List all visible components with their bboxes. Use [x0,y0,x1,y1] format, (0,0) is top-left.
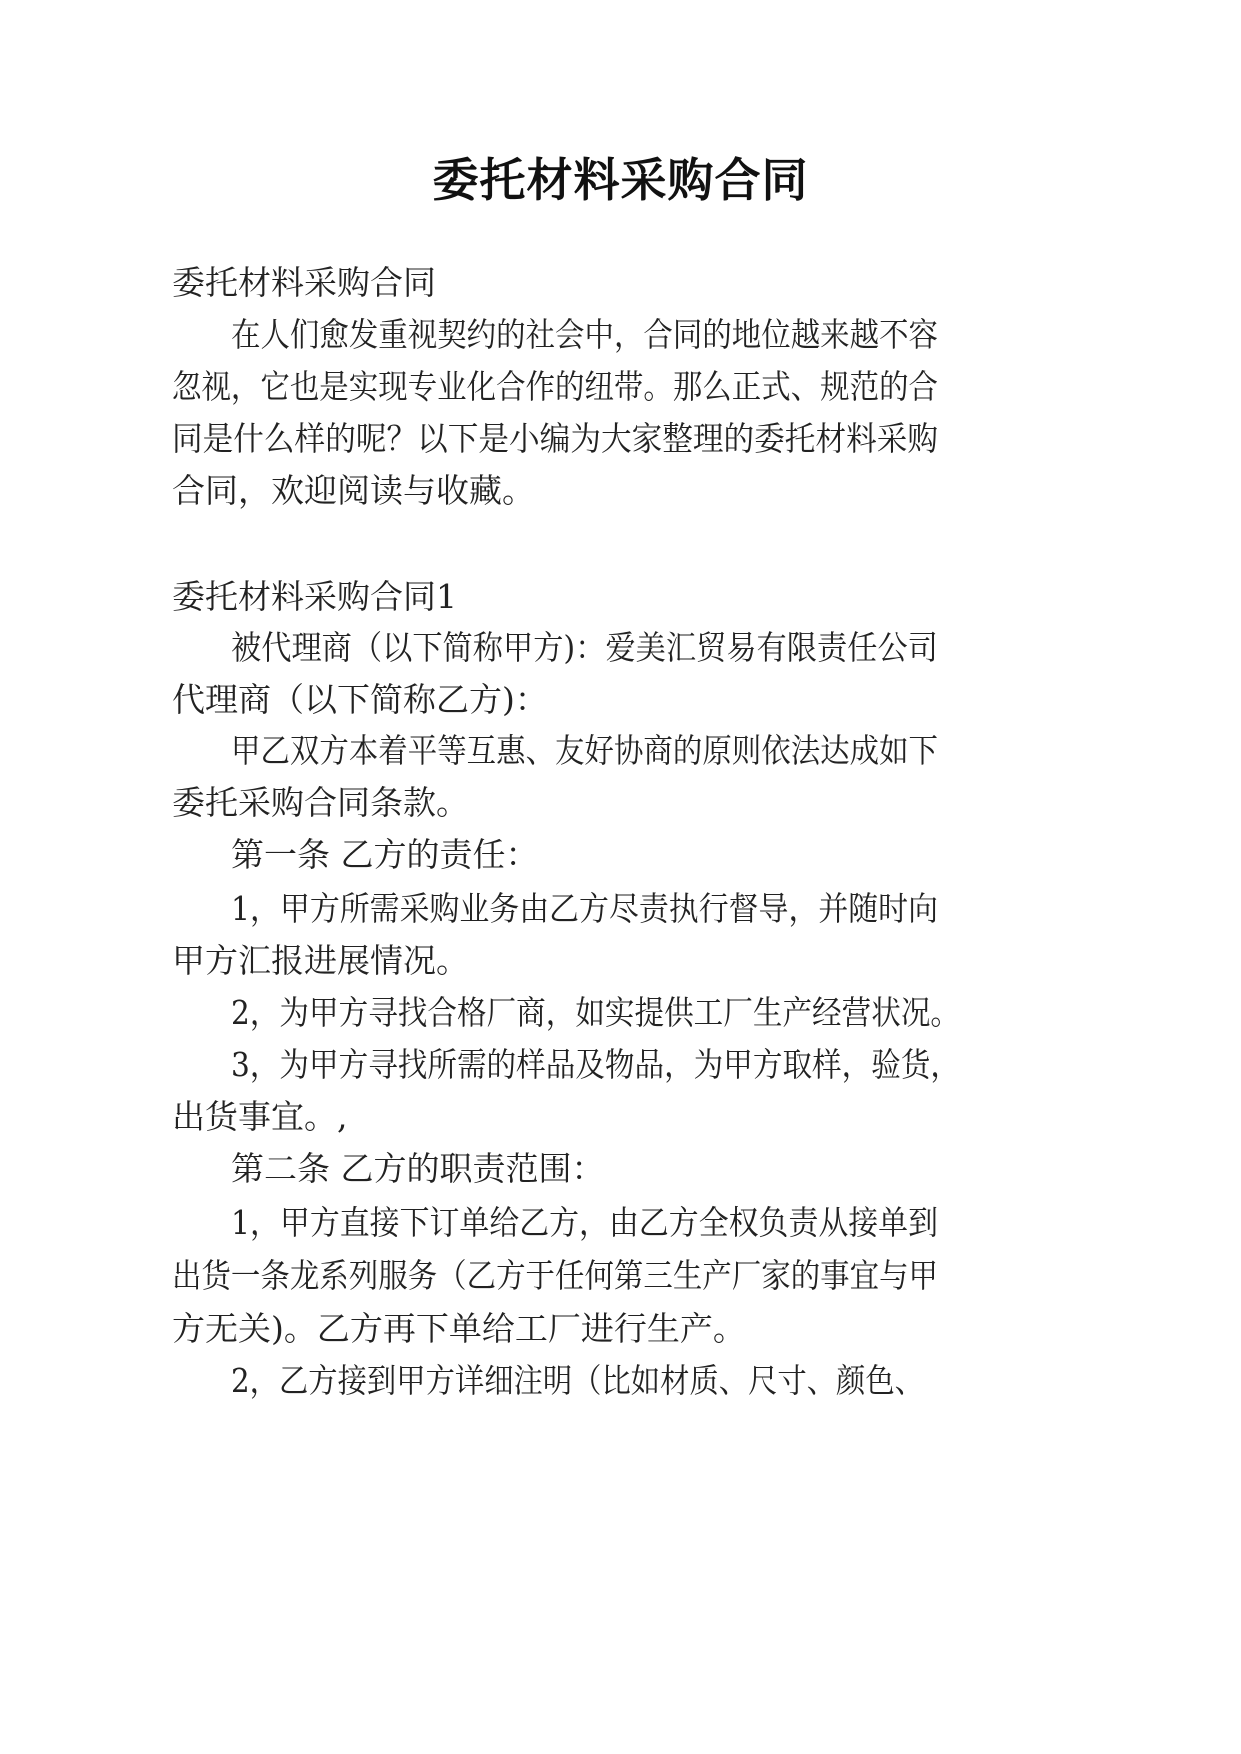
text-line: 忽视，它也是实现专业化合作的纽带。那么正式、规范的合 [172,367,938,406]
text-line: 在人们愈发重视契约的社会中，合同的地位越来越不容 [231,315,938,354]
text-line: 方无关)。乙方再下单给工厂进行生产。 [172,1309,746,1348]
document-title: 委托材料采购合同 [432,153,809,207]
text-line: 合同，欢迎阅读与收藏。 [172,471,535,510]
text-line: 2，乙方接到甲方详细注明（比如材质、尺寸、颜色、 [231,1361,924,1400]
text-line: 出货事宜。, [172,1097,348,1136]
text-line: 代理商（以下简称乙方)： [172,680,548,719]
text-line: 委托材料采购合同 [172,263,436,302]
text-line: 甲方汇报进展情况。 [172,941,469,980]
text-line: 委托采购合同条款。 [172,783,469,822]
text-line: 甲乙双方本着平等互惠、友好协商的原则依法达成如下 [231,731,938,770]
text-line: 同是什么样的呢？以下是小编为大家整理的委托材料采购 [172,419,938,458]
text-line: 1，甲方直接下订单给乙方，由乙方全权负责从接单到 [231,1203,938,1242]
text-line: 委托材料采购合同1 [172,577,457,616]
text-line: 1，甲方所需采购业务由乙方尽责执行督导，并随时向 [231,889,938,928]
text-line: 2，为甲方寻找合格厂商，如实提供工厂生产经营状况。 [231,993,960,1032]
text-line: 被代理商（以下简称甲方)：爱美汇贸易有限责任公司 [231,628,938,667]
text-line: 第二条 乙方的职责范围： [231,1149,605,1188]
text-line: 3，为甲方寻找所需的样品及物品，为甲方取样，验货， [231,1045,960,1084]
text-line: 第一条 乙方的责任： [231,835,539,874]
text-line: 出货一条龙系列服务（乙方于任何第三生产厂家的事宜与甲 [172,1256,938,1295]
